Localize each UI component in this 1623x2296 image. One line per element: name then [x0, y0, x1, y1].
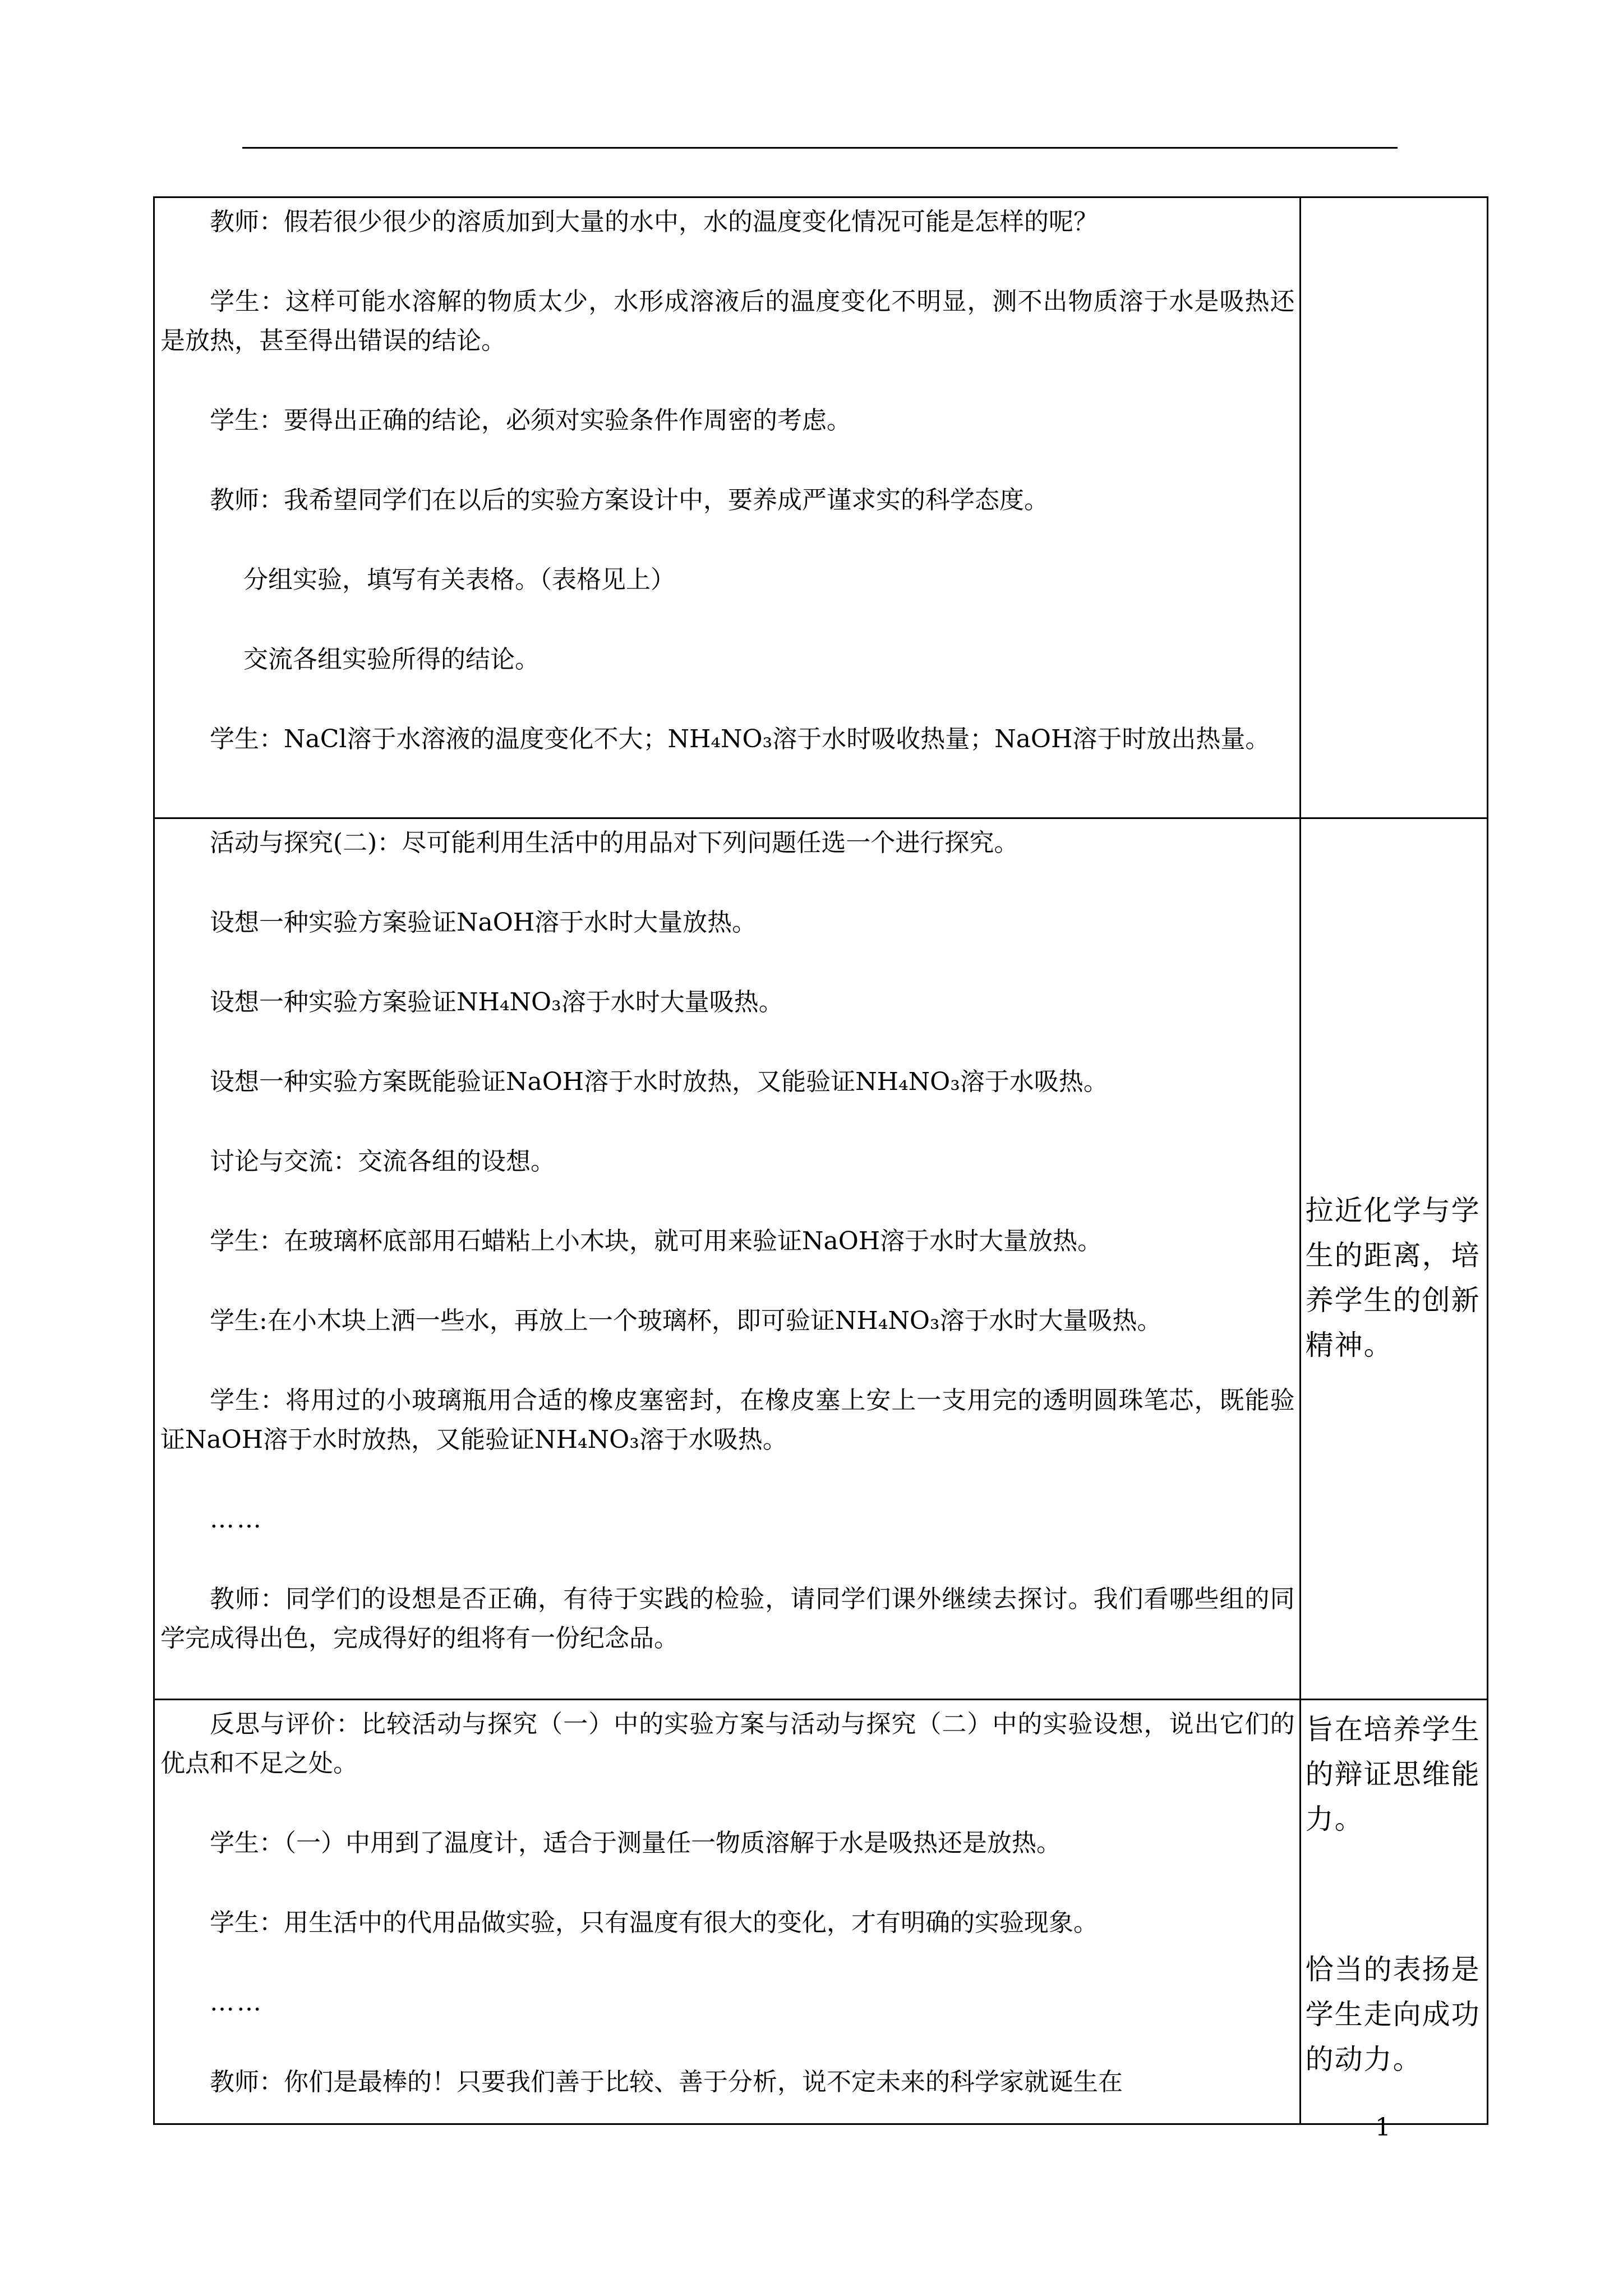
main-cell: [154, 818, 1301, 1700]
paragraph: 学生：用生活中的代用品做实验，只有温度有很大的变化，才有明确的实验现象。: [210, 1908, 1098, 1937]
main-cell: [154, 1700, 1301, 2124]
paragraph: 交流各组实验所得的结论。: [243, 645, 540, 674]
header-rule: [242, 147, 1398, 149]
paragraph: 学生：在玻璃杯底部用石蜡粘上小木块，就可用来验证NaOH溶于水时大量放热。: [210, 1227, 1103, 1255]
paragraph: 讨论与交流：交流各组的设想。: [210, 1147, 555, 1176]
ellipsis-paragraph: ……: [210, 1505, 264, 1534]
paragraph: 学生：（一）中用到了温度计，适合于测量任一物质溶解于水是吸热还是放热。: [210, 1829, 1061, 1857]
paragraph: 教师：你们是最棒的！只要我们善于比较、善于分析，说不定未来的科学家就诞生在: [210, 2068, 1123, 2096]
side-note: 拉近化学与学生的距离，培养学生的创新精神。: [1305, 1194, 1481, 1361]
paragraph: 学生:在小木块上洒一些水，再放上一个玻璃杯，即可验证NH₄NO₃溶于水时大量吸热。: [210, 1306, 1162, 1335]
page-number: 1: [1375, 2113, 1391, 2142]
ellipsis-paragraph: ……: [210, 1988, 264, 2017]
side-note: 旨在培养学生的辩证思维能力。: [1305, 1713, 1481, 1835]
paragraph: 分组实验，填写有关表格。（表格见上）: [243, 565, 675, 594]
paragraph: 反思与评价：比较活动与探究（一）中的实验方案与活动与探究（二）中的实验设想，说出它们的优点和不足之处。: [160, 1710, 1295, 1778]
paragraph: 教师：同学们的设想是否正确，有待于实践的检验，请同学们课外继续去探讨。我们看哪些组的同学完成得出色，完成得好的组将有一份纪念品。: [160, 1585, 1295, 1653]
side-note: 恰当的表扬是学生走向成功的动力。: [1305, 1953, 1481, 2076]
lesson-plan-table: [153, 196, 1488, 2125]
paragraph: 设想一种实验方案既能验证NaOH溶于水时放热，又能验证NH₄NO₃溶于水吸热。: [210, 1068, 1108, 1096]
side-cell: [1300, 818, 1487, 1700]
table-row: [154, 818, 1488, 1700]
table-row: [154, 197, 1488, 818]
paragraph: 活动与探究(二)：尽可能利用生活中的用品对下列问题任选一个进行探究。: [210, 829, 1019, 857]
paragraph: 设想一种实验方案验证NH₄NO₃溶于水时大量吸热。: [210, 988, 783, 1016]
paragraph: 学生：将用过的小玻璃瓶用合适的橡皮塞密封，在橡皮塞上安上一支用完的透明圆珠笔芯，既能验证NaOH溶于水时放热，又能验证NH₄NO₃溶于水吸热。: [160, 1386, 1295, 1454]
paragraph: 学生：要得出正确的结论，必须对实验条件作周密的考虑。: [210, 406, 851, 435]
side-cell: [1300, 197, 1487, 818]
paragraph: 教师：我希望同学们在以后的实验方案设计中，要养成严谨求实的科学态度。: [210, 486, 1049, 514]
paragraph: 设想一种实验方案验证NaOH溶于水时大量放热。: [210, 908, 757, 937]
table-row: [154, 1700, 1488, 2124]
paragraph: 学生：这样可能水溶解的物质太少，水形成溶液后的温度变化不明显，测不出物质溶于水是吸热还是放热，甚至得出错误的结论。: [160, 287, 1295, 355]
side-cell: [1300, 1700, 1487, 2124]
main-cell: [154, 197, 1301, 818]
paragraph: 教师：假若很少很少的溶质加到大量的水中，水的温度变化情况可能是怎样的呢？: [210, 208, 1098, 236]
paragraph: 学生：NaCl溶于水溶液的温度变化不大；NH₄NO₃溶于水时吸收热量；NaOH溶于时放出热量。: [210, 725, 1270, 753]
